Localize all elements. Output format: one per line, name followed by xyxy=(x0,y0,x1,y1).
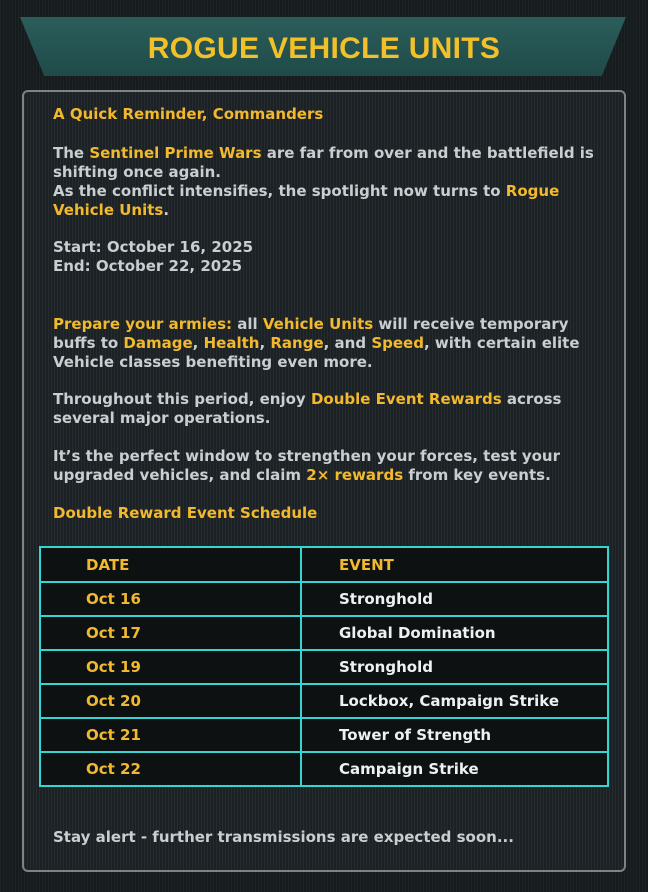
page-title: ROGUE VEHICLE UNITS xyxy=(147,32,501,65)
row-date: Oct 22 xyxy=(40,752,301,786)
rewards-paragraph: Throughout this period, enjoy Double Event Rewards across several major operations. xyxy=(53,390,562,427)
table-row xyxy=(40,616,608,650)
event-column-header: EVENT xyxy=(301,547,608,582)
row-event: Lockbox, Campaign Strike xyxy=(301,684,608,718)
row-date: Oct 19 xyxy=(40,650,301,684)
table-row xyxy=(40,582,608,616)
row-event: Tower of Strength xyxy=(301,718,608,752)
table-row xyxy=(40,650,608,684)
row-date: Oct 17 xyxy=(40,616,301,650)
buffs-paragraph: Prepare your armies: all Vehicle Units will receive temporary buffs to Damage, Health, Range, and Speed, with certain elite Vehicle classes benefiting even more. xyxy=(53,315,580,371)
date-column-header: DATE xyxy=(40,547,301,582)
intro-heading: A Quick Reminder, Commanders xyxy=(53,105,324,123)
start-date: Start: October 16, 2025 xyxy=(53,238,254,256)
schedule-heading: Double Reward Event Schedule xyxy=(53,504,318,522)
row-date: Oct 16 xyxy=(40,582,301,616)
sentinel-prime-wars-highlight: Sentinel Prime Wars xyxy=(89,144,262,162)
table-row xyxy=(40,752,608,786)
schedule-table xyxy=(39,546,609,787)
intro-paragraph: The Sentinel Prime Wars are far from over and the battlefield is shifting once again. As the conflict intensifies, the spotlight now turns to Rogue Vehicle Units. xyxy=(53,144,594,219)
table-row xyxy=(40,718,608,752)
row-event: Global Domination xyxy=(301,616,608,650)
row-date: Oct 21 xyxy=(40,718,301,752)
window-paragraph: It’s the perfect window to strengthen your forces, test your upgraded vehicles, and claim 2× rewards from key events. xyxy=(53,447,560,484)
footer-note: Stay alert - further transmissions are expected soon... xyxy=(53,828,514,846)
table-header-row xyxy=(40,547,608,582)
row-date: Oct 20 xyxy=(40,684,301,718)
row-event: Stronghold xyxy=(301,582,608,616)
end-date: End: October 22, 2025 xyxy=(53,257,243,275)
table-row xyxy=(40,684,608,718)
row-event: Stronghold xyxy=(301,650,608,684)
row-event: Campaign Strike xyxy=(301,752,608,786)
rogue-vehicle-units-highlight: Rogue Vehicle Units xyxy=(53,182,560,219)
